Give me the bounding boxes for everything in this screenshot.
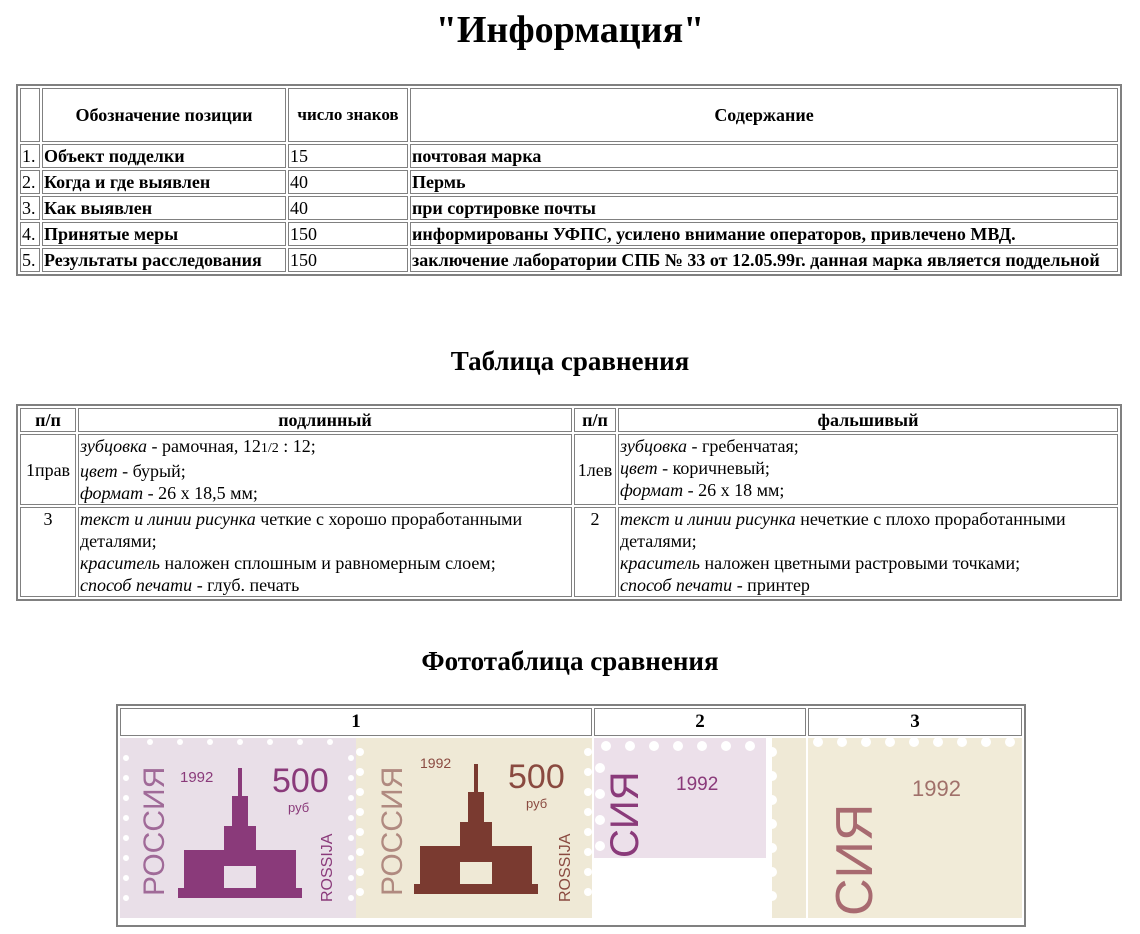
row-content: информированы УФПС, усилено внимание операторов, привлечено МВД. — [410, 222, 1118, 246]
feature-term: способ печати — [80, 575, 193, 595]
info-header-content: Содержание — [410, 88, 1118, 142]
feature-text: - гребенчатая; — [686, 436, 799, 456]
feature-text: - 26 х 18 мм; — [683, 480, 785, 500]
photo-cell-2 — [594, 738, 806, 923]
stamp-country-crop: СИЯ — [826, 803, 884, 916]
row-number: 4. — [20, 222, 40, 246]
fake-stamp-image — [356, 738, 592, 918]
genuine-stamp-closeup — [594, 738, 766, 918]
idx-text: 2 — [590, 509, 600, 529]
feature-text: наложен сплошным и равномерным слоем; — [160, 553, 496, 573]
stamp-currency: руб — [288, 800, 310, 815]
stamp-latin: ROSSIJA — [557, 833, 574, 902]
feature-line — [620, 457, 1116, 479]
row-index-left — [20, 434, 76, 505]
row-index-left — [20, 507, 76, 597]
feature-line — [80, 574, 570, 596]
table-row — [20, 248, 1118, 272]
page-title: "Информация" — [435, 9, 705, 51]
table-row — [20, 144, 1118, 168]
feature-text: - бурый; — [117, 461, 186, 481]
row-content: при сортировке почты — [410, 196, 1118, 220]
feature-term: краситель — [620, 553, 700, 573]
feature-line — [620, 574, 1116, 596]
feature-line — [80, 508, 570, 552]
feature-line — [80, 460, 570, 482]
row-name: Объект подделки — [42, 144, 286, 168]
stamp-value: 500 — [272, 762, 329, 800]
table-row — [20, 222, 1118, 246]
info-header-count: число знаков — [288, 88, 408, 142]
info-table — [16, 84, 1122, 276]
photo-cell-3 — [808, 738, 1022, 923]
row-content: Пермь — [410, 170, 1118, 194]
feature-term: формат — [620, 480, 684, 500]
stamp-country: РОССИЯ — [138, 766, 171, 896]
feature-line — [80, 482, 570, 504]
stamp-country-crop: СИЯ — [603, 771, 647, 858]
feature-text: нечеткие с плохо проработанными деталями; — [620, 509, 1066, 551]
row-name: Принятые меры — [42, 222, 286, 246]
row-content: заключение лаборатории СПБ № 33 от 12.05.99г. данная марка является поддельной — [410, 248, 1118, 272]
compare-header-genuine: подлинный — [78, 408, 572, 432]
compare-header-row — [20, 408, 1118, 432]
idx-text: 1прав — [25, 459, 71, 480]
genuine-cell — [78, 434, 572, 505]
row-count: 40 — [288, 196, 408, 220]
info-header-num — [20, 88, 40, 142]
row-number: 5. — [20, 248, 40, 272]
compare-header-idx-right: п/п — [574, 408, 616, 432]
compare-header-idx-left: п/п — [20, 408, 76, 432]
photo-header-3: 3 — [808, 708, 1022, 736]
row-number: 3. — [20, 196, 40, 220]
photo-header-1: 1 — [120, 708, 592, 736]
genuine-stamp-image — [120, 738, 356, 918]
photo-heading: Фототаблица сравнения — [421, 646, 719, 676]
row-name: Как выявлен — [42, 196, 286, 220]
feature-term: зубцовка — [620, 436, 687, 456]
feature-text: наложен цветными растровыми точками; — [700, 553, 1021, 573]
photo-header-2: 2 — [594, 708, 806, 736]
feature-term: зубцовка — [80, 436, 147, 456]
feature-text: - принтер — [732, 575, 810, 595]
idx-text: 3 — [43, 509, 53, 529]
row-name: Когда и где выявлен — [42, 170, 286, 194]
feature-text: - 26 х 18,5 мм; — [143, 483, 258, 503]
feature-line — [620, 552, 1116, 574]
fake-stamp-closeup-edge — [766, 738, 806, 918]
genuine-cell — [78, 507, 572, 597]
fake-stamp-closeup — [808, 738, 1022, 918]
feature-term: текст и линии рисунка — [80, 509, 256, 529]
photo-table — [116, 704, 1026, 927]
row-count: 40 — [288, 170, 408, 194]
feature-line — [620, 508, 1116, 552]
photo-row — [120, 738, 1022, 923]
row-count: 150 — [288, 222, 408, 246]
fake-cell — [618, 507, 1118, 597]
row-index-right — [574, 507, 616, 597]
stamp-currency: руб — [526, 796, 548, 811]
feature-term: цвет — [620, 458, 658, 478]
feature-line — [80, 552, 570, 574]
row-name: Результаты расследования — [42, 248, 286, 272]
feature-text: четкие с хорошо проработанными деталями; — [80, 509, 523, 551]
compare-table — [16, 404, 1122, 601]
feature-line — [620, 435, 1116, 457]
row-content: почтовая марка — [410, 144, 1118, 168]
feature-term: текст и линии рисунка — [620, 509, 796, 529]
row-count: 15 — [288, 144, 408, 168]
table-row — [20, 434, 1118, 505]
feature-tail: : 12; — [278, 436, 316, 456]
stamp-year: 1992 — [180, 769, 214, 786]
stamp-latin: ROSSIJA — [319, 833, 336, 902]
stamp-year: 1992 — [420, 755, 452, 771]
feature-text: - коричневый; — [657, 458, 770, 478]
row-number: 1. — [20, 144, 40, 168]
feature-fraction: 1/2 — [260, 441, 279, 456]
table-row — [20, 170, 1118, 194]
photo-cell-1 — [120, 738, 592, 923]
stamp-country: РОССИЯ — [376, 766, 409, 896]
row-number: 2. — [20, 170, 40, 194]
feature-term: краситель — [80, 553, 160, 573]
feature-text: - глуб. печать — [192, 575, 300, 595]
compare-heading: Таблица сравнения — [450, 346, 690, 376]
table-row — [20, 196, 1118, 220]
row-count: 150 — [288, 248, 408, 272]
compare-header-fake: фальшивый — [618, 408, 1118, 432]
idx-text: 1лев — [577, 459, 613, 480]
feature-term: формат — [80, 483, 144, 503]
feature-term: цвет — [80, 461, 118, 481]
feature-text: - рамочная, 12 — [146, 436, 261, 456]
feature-term: способ печати — [620, 575, 733, 595]
info-header-name: Обозначение позиции — [42, 88, 286, 142]
info-header-row — [20, 88, 1118, 142]
feature-line — [80, 435, 570, 460]
stamp-year: 1992 — [912, 776, 961, 801]
stamp-value: 500 — [508, 758, 565, 796]
row-index-right — [574, 434, 616, 505]
feature-line — [620, 479, 1116, 501]
table-row — [20, 507, 1118, 597]
photo-header-row — [120, 708, 1022, 736]
fake-cell — [618, 434, 1118, 505]
stamp-year: 1992 — [676, 774, 719, 795]
